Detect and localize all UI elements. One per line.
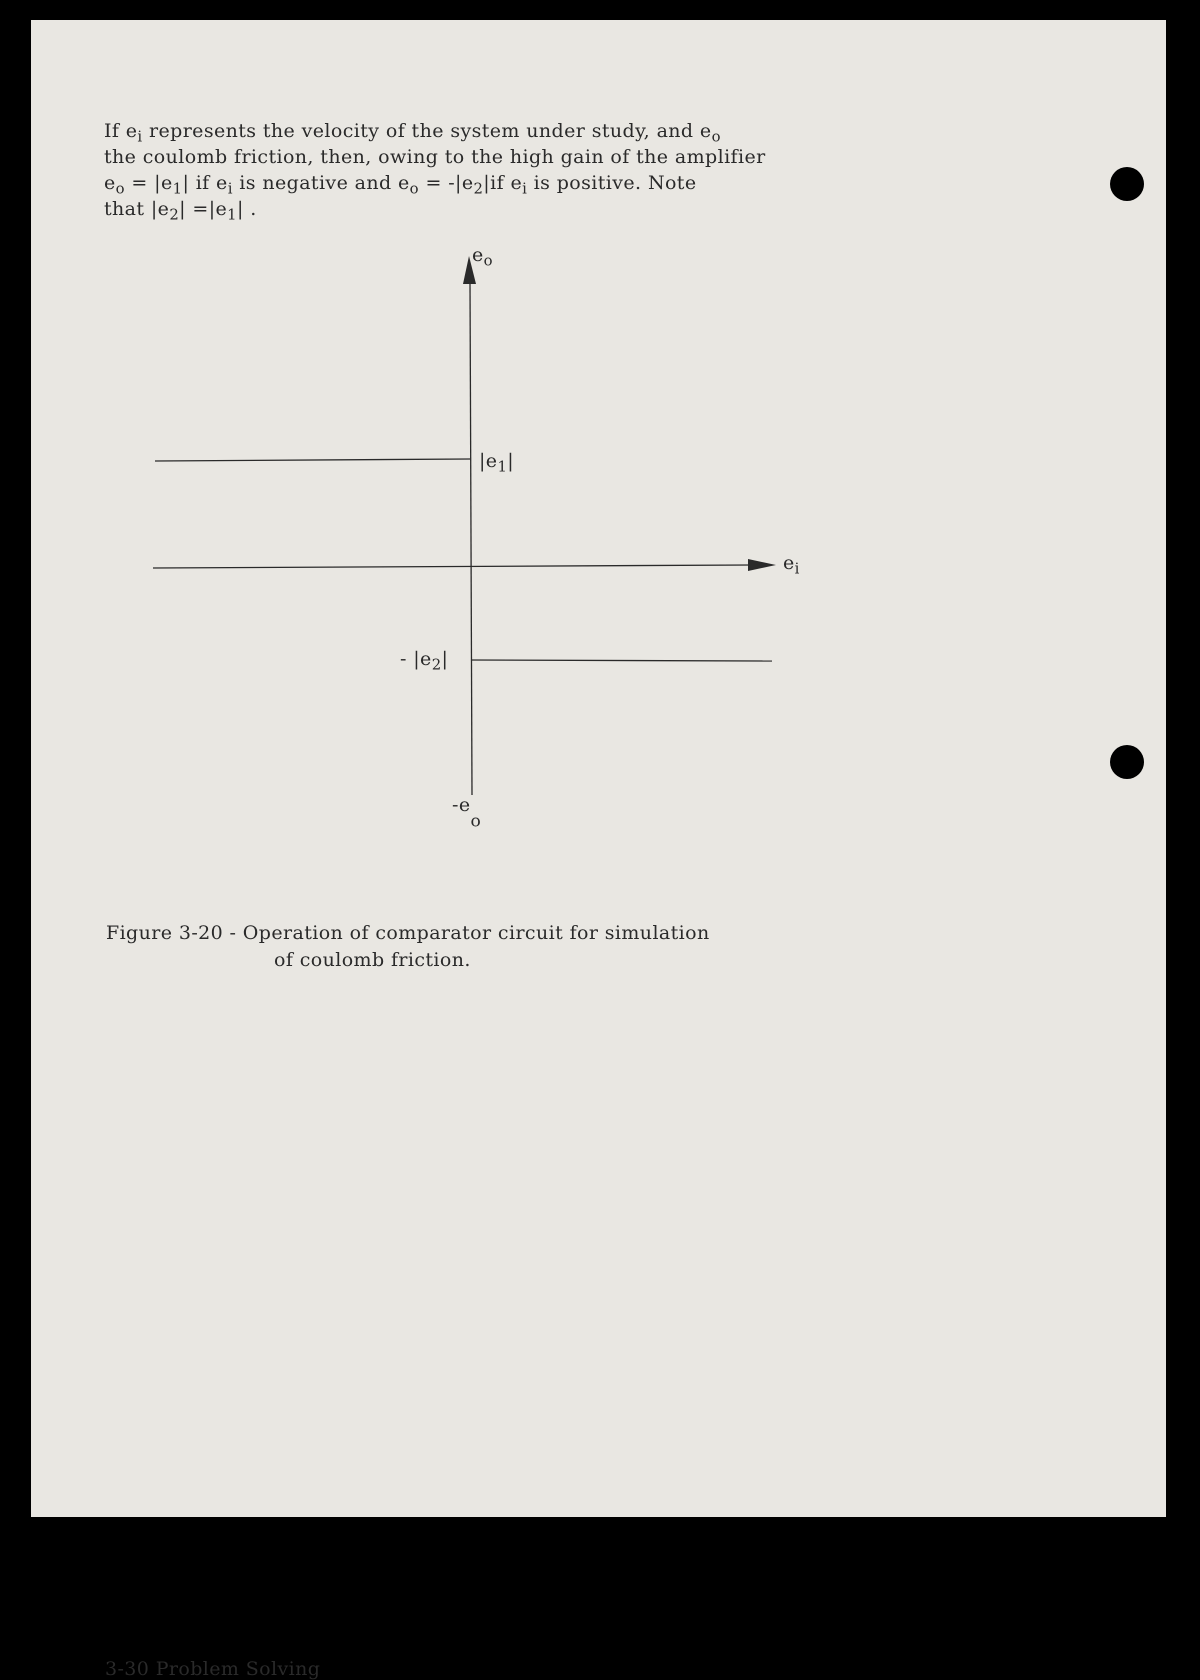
text-run: | . — [237, 198, 257, 220]
subscript: o — [483, 252, 493, 270]
subscript: i — [227, 180, 233, 198]
neg-y-axis-label — [452, 794, 482, 832]
subscript: 1 — [497, 458, 508, 476]
label-main: -e — [452, 794, 471, 816]
subscript: 1 — [172, 180, 183, 198]
subscript: o — [470, 811, 482, 832]
text-run: that |e — [104, 198, 170, 220]
upper-level-label — [479, 450, 515, 476]
text-run: | — [441, 648, 449, 670]
x-axis-arrowhead — [748, 559, 776, 571]
subscript: 2 — [431, 656, 442, 674]
page-footer: 3-30 Problem Solving — [105, 1658, 321, 1680]
text-run: |if e — [483, 172, 523, 194]
lower-level-line — [471, 660, 772, 661]
subscript: 2 — [473, 180, 484, 198]
subscript: 2 — [169, 206, 180, 224]
text-run: | if e — [182, 172, 228, 194]
text-run: If e — [104, 120, 138, 142]
text-run: = -|e — [419, 172, 474, 194]
lower-level-label — [400, 648, 449, 674]
x-axis-label — [783, 552, 800, 578]
text-run: - |e — [400, 648, 432, 670]
text-run: |e — [479, 450, 498, 472]
caption-line: of coulomb friction. — [274, 949, 471, 971]
subscript: o — [409, 180, 419, 198]
label-main: e — [472, 244, 484, 266]
x-axis-line — [153, 565, 752, 568]
label-main: e — [783, 552, 795, 574]
subscript: o — [115, 180, 125, 198]
paragraph-line: the coulomb friction, then, owing to the high gain of the amplifier — [104, 146, 766, 168]
text-run: represents the velocity of the system under study, and e — [142, 120, 712, 142]
subscript: i — [794, 560, 800, 578]
binder-hole — [1110, 1618, 1144, 1652]
text-run: is negative and e — [232, 172, 410, 194]
caption-line: Figure 3-20 - Operation of comparator circuit for simulation — [106, 922, 710, 944]
y-axis-label — [472, 244, 493, 270]
subscript: i — [522, 180, 528, 198]
text-run: | =|e — [179, 198, 228, 220]
figure-caption — [106, 920, 710, 974]
y-axis-line — [470, 282, 472, 795]
subscript: 1 — [227, 206, 237, 224]
text-run: = |e — [124, 172, 173, 194]
upper-level-line — [155, 459, 470, 461]
text-run: e — [104, 172, 116, 194]
subscript: i — [137, 128, 143, 146]
text-run: | — [507, 450, 515, 472]
text-run: is positive. Note — [527, 172, 697, 194]
subscript: o — [711, 128, 721, 146]
